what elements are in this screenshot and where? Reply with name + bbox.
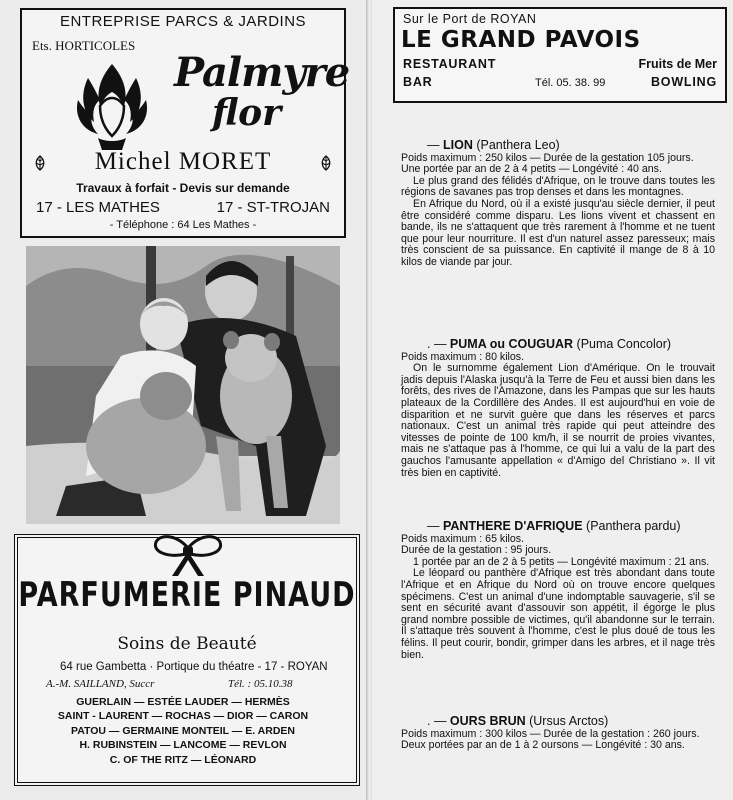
brand-line: H. RUBINSTEIN — LANCOME — REVLON <box>79 739 287 752</box>
article-paragraph: Le léopard ou panthère d'Afrique est très abondant dans toute l'Afrique et en Afrique du Nord où on trouve encore quelques spécimens. C'est un animal d'une indomptable sauvagerie, s'il se sent en sécurité avant d'assouvir son appétit, il égorge le plus grand nombre possible de victimes, qu'il abandonne sur le terrain. Il s'attaque très souvent à l'homme, c'est le plus doué de tous les félins. Il peut courir, bondir, grimper dans les arbres, et il nage très bien. <box>401 567 715 661</box>
ad-successor: A.-M. SAILLAND, Succr <box>46 678 155 690</box>
ad-tel: Tél. 05. 38. 99 <box>535 77 606 89</box>
ad-grand-pavois <box>393 7 727 103</box>
ad-ets: Ets. HORTICOLES <box>32 38 136 53</box>
ad-brand: PARFUMERIE PINAUD <box>18 576 356 615</box>
article-latin: (Puma Concolor) <box>576 337 672 351</box>
article-title: PANTHERE D'AFRIQUE <box>442 519 583 533</box>
article-paragraph: Une portée par an de 2 à 4 petits — Longévité : 40 ans. <box>401 163 662 176</box>
ad-title: LE GRAND PAVOIS <box>401 27 641 53</box>
ribbon-bow-icon <box>148 532 228 578</box>
article-heading: . — OURS BRUN (Ursus Arctos) <box>427 714 609 728</box>
ad-brand-list <box>48 695 318 767</box>
brand-line: GUERLAIN — ESTÉE LAUDER — HERMÈS <box>76 696 290 708</box>
ad-parfumerie-pinaud <box>14 534 360 786</box>
ad-palmyre-flor <box>20 8 350 238</box>
article-paragraph: On le surnomme également Lion d'Amérique. On le trouvait jadis depuis l'Alaska jusqu'à la Terre de Feu et aussi bien dans les forêts, des rives de l'Amazone, dans les Pampas que sur les hauts plateaux de la Cordillère des Andes. Il est aujourd'hui en voie de disparition et ne survit guère que dans les réserves et parcs nationaux. C'est un animal très rapide qui peut atteindre des vitesses de pointe de 100 km/h, il se nourrit de proies vivantes, mais ne s'attaque pas à l'homme, ce qui lui a valu de la part des gauchos l'amusante appellation « d'Amigo del Christiano ». Il vit très bien en captivité. <box>401 362 715 479</box>
ad-logo-word-2: flor <box>212 92 282 134</box>
ad-logo-word: Palmyre <box>174 49 350 96</box>
photo-illustration <box>26 246 340 524</box>
article-paragraph: Poids maximum : 65 kilos. <box>401 532 525 545</box>
article-paragraph: Durée de la gestation : 95 jours. <box>401 544 552 557</box>
article-heading: . — PUMA ou COUGUAR (Puma Concolor) <box>427 337 672 351</box>
ad-owner-name: Michel MORET <box>94 148 272 175</box>
brand-line: PATOU — GERMAINE MONTEIL — E. ARDEN <box>70 724 295 737</box>
article-latin: (Panthera Leo) <box>476 138 560 152</box>
ad-location-line: Sur le Port de ROYAN <box>403 12 537 26</box>
ad-bar: BAR <box>403 75 433 89</box>
article-panthere <box>401 521 715 661</box>
article-paragraph: Poids maximum : 300 kilos — Durée de la gestation : 260 jours. <box>401 727 700 740</box>
article-paragraph: Poids maximum : 80 kilos. <box>401 350 525 363</box>
location-a: 17 - LES MATHES <box>36 199 160 216</box>
article-title: OURS BRUN <box>449 714 526 728</box>
article-ours <box>401 716 715 752</box>
article-latin: (Panthera pardu) <box>586 519 681 533</box>
article-puma <box>401 339 715 479</box>
location-b: 17 - ST-TROJAN <box>216 199 330 216</box>
article-heading: — LION (Panthera Leo) <box>427 138 560 152</box>
article-paragraph: Poids maximum : 250 kilos — Durée de la gestation 105 jours. <box>401 151 694 164</box>
article-latin: (Ursus Arctos) <box>529 714 609 728</box>
article-title: PUMA ou COUGUAR <box>449 337 574 351</box>
ad-fruits: Fruits de Mer <box>638 57 717 71</box>
ad-services: Travaux à forfait - Devis sur demande <box>76 181 290 195</box>
ad-tagline: Soins de Beauté <box>117 634 257 654</box>
ad-bowling: BOWLING <box>650 75 717 89</box>
ad-restaurant: RESTAURANT <box>403 57 497 71</box>
article-title: LION <box>442 138 473 152</box>
right-page-content <box>372 0 733 800</box>
ad-phone: Tél. : 05.10.38 <box>228 678 293 690</box>
ad-address: 64 rue Gambetta · Portique du théatre - 17 - ROYAN <box>60 661 328 673</box>
photo-man-child-lion-cubs <box>26 246 340 524</box>
article-paragraph: En Afrique du Nord, où il a existé jusqu'au siècle dernier, il peut être considéré comme disparu. Les lions vivent et chassent en bande, ils ne s'attaquent que très rarement à l'homme et ne tuent que pour leur nourriture. Il est d'un naturel assez paresseux; mais très conscient de sa puissance. En captivité il mange de 8 à 10 kilos de viande par jour. <box>401 197 715 268</box>
article-heading: — PANTHERE D'AFRIQUE (Panthera pardu) <box>427 519 681 533</box>
ad-phone: - Téléphone : 64 Les Mathes - <box>109 219 257 231</box>
article-paragraph: Le plus grand des félidés d'Afrique, on le trouve dans toutes les régions de savanes pas trop denses et dans les montagnes. <box>401 174 715 199</box>
article-paragraph: 1 portée par an de 2 à 5 petits — Longévité maximum : 21 ans. <box>413 555 710 568</box>
article-lion <box>401 140 715 269</box>
flower-logo-icon <box>70 58 154 154</box>
brand-line: SAINT - LAURENT — ROCHAS — DIOR — CARON <box>57 710 309 723</box>
brand-line: C. OF THE RITZ — LÉONARD <box>109 753 257 766</box>
ad-header: ENTREPRISE PARCS & JARDINS <box>59 13 307 30</box>
ad-locations <box>36 199 330 216</box>
article-paragraph: Deux portées par an de 1 à 2 oursons — Longévité : 30 ans. <box>401 739 685 752</box>
